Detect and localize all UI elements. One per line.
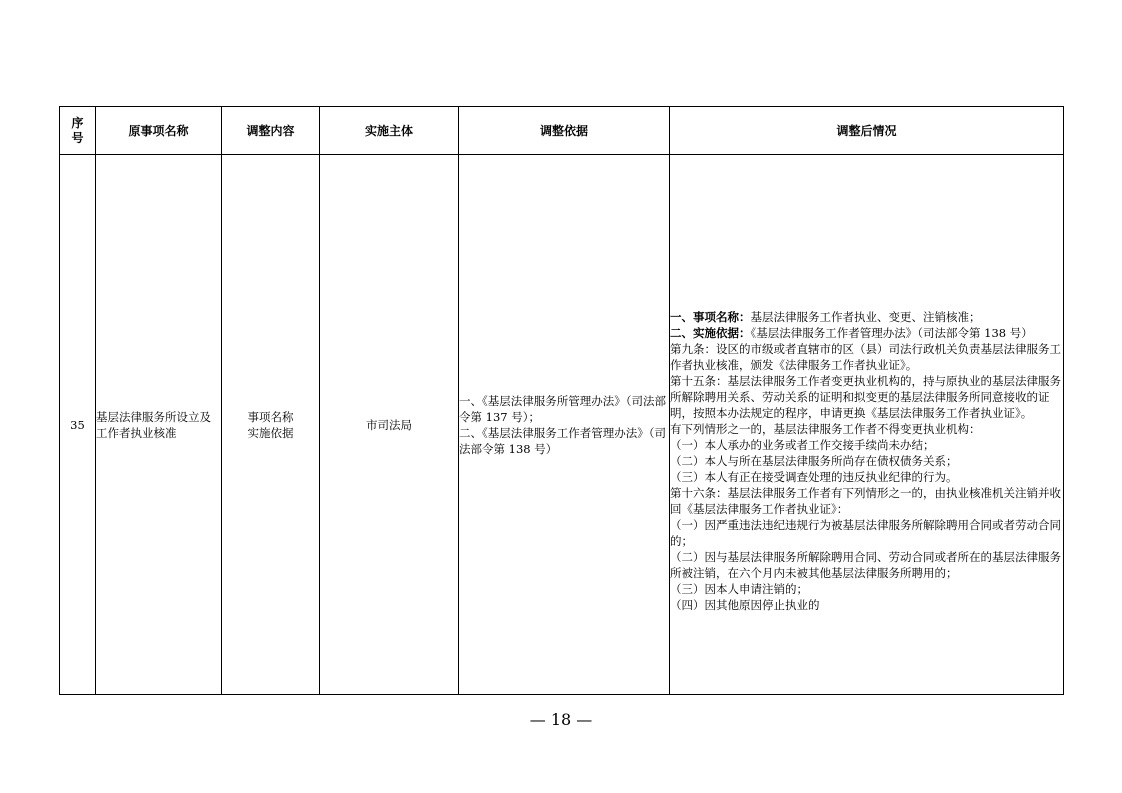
cell-after	[670, 155, 1064, 695]
cell-adjust-content	[222, 155, 320, 695]
after-paragraph: 第十六条：基层法律服务工作者有下列情形之一的，由执业核准机关注销并收回《基层法律服务工作者执业证》：	[670, 485, 1061, 516]
after-paragraph: （一）本人承办的业务或者工作交接手续尚未办结；	[670, 437, 935, 452]
after-paragraph: 第九条：设区的市级或者直辖市的区（县）司法行政机关负责基层法律服务工作者执业核准，颁发《法律服务工作者执业证》。	[670, 341, 1061, 372]
header-row	[60, 107, 1064, 155]
adjust-content-item: 实施依据	[247, 425, 294, 440]
header-adjust-content: 调整内容	[222, 107, 320, 155]
cell-subject: 市司法局	[320, 155, 459, 695]
basis-item: 二、《基层法律服务工作者管理办法》（司法部令第 138 号）	[459, 425, 666, 456]
header-basis: 调整依据	[459, 107, 670, 155]
after-paragraph: （二）因与基层法律服务所解除聘用合同、劳动合同或者所在的基层法律服务所被注销，在六个月内未被其他基层法律服务所聘用的；	[670, 549, 1061, 580]
after-paragraph: 第十五条：基层法律服务工作者变更执业机构的，持与原执业的基层法律服务所解除聘用关系、劳动关系的证明和拟变更的基层法律服务所同意接收的证明，按照本办法规定的程序，申请更换《基层法律服务工作者执业证》。	[670, 373, 1061, 420]
adjust-content-item: 事项名称	[247, 409, 294, 424]
after-paragraph: （二）本人与所在基层法律服务所尚存在债权债务关系；	[670, 453, 958, 468]
header-seq-line1: 序	[71, 115, 84, 130]
after-item-name-label: 一、事项名称：	[670, 309, 751, 324]
header-after: 调整后情况	[670, 107, 1064, 155]
after-content	[670, 309, 1063, 613]
basis-item: 一、《基层法律服务所管理办法》（司法部令第 137 号）；	[459, 393, 666, 424]
after-paragraph: （三）本人有正在接受调查处理的违反执业纪律的行为。	[670, 469, 958, 484]
cell-basis	[459, 155, 670, 695]
header-seq	[60, 107, 96, 155]
after-item-name	[670, 309, 1063, 325]
header-original-name: 原事项名称	[96, 107, 222, 155]
after-item-basis	[670, 325, 1063, 341]
after-paragraph: （一）因严重违法违纪违规行为被基层法律服务所解除聘用合同或者劳动合同的；	[670, 517, 1061, 548]
adjustment-table	[59, 106, 1064, 695]
after-item-basis-label: 二、实施依据：	[670, 325, 751, 340]
cell-seq: 35	[60, 155, 96, 695]
cell-original-name: 基层法律服务所设立及工作者执业核准	[96, 155, 222, 695]
after-paragraph: 有下列情形之一的，基层法律服务工作者不得变更执业机构：	[670, 421, 981, 436]
after-paragraph: （四）因其他原因停止执业的	[670, 597, 820, 612]
page-number: — 18 —	[529, 710, 593, 729]
after-item-basis-text: 《基层法律服务工作者管理办法》（司法部令第 138 号）	[750, 325, 1033, 340]
table-row	[60, 155, 1064, 695]
header-subject: 实施主体	[320, 107, 459, 155]
after-item-name-text: 基层法律服务工作者执业、变更、注销核准；	[750, 309, 981, 324]
after-paragraph: （三）因本人申请注销的；	[670, 581, 808, 596]
header-seq-line2: 号	[71, 130, 84, 145]
